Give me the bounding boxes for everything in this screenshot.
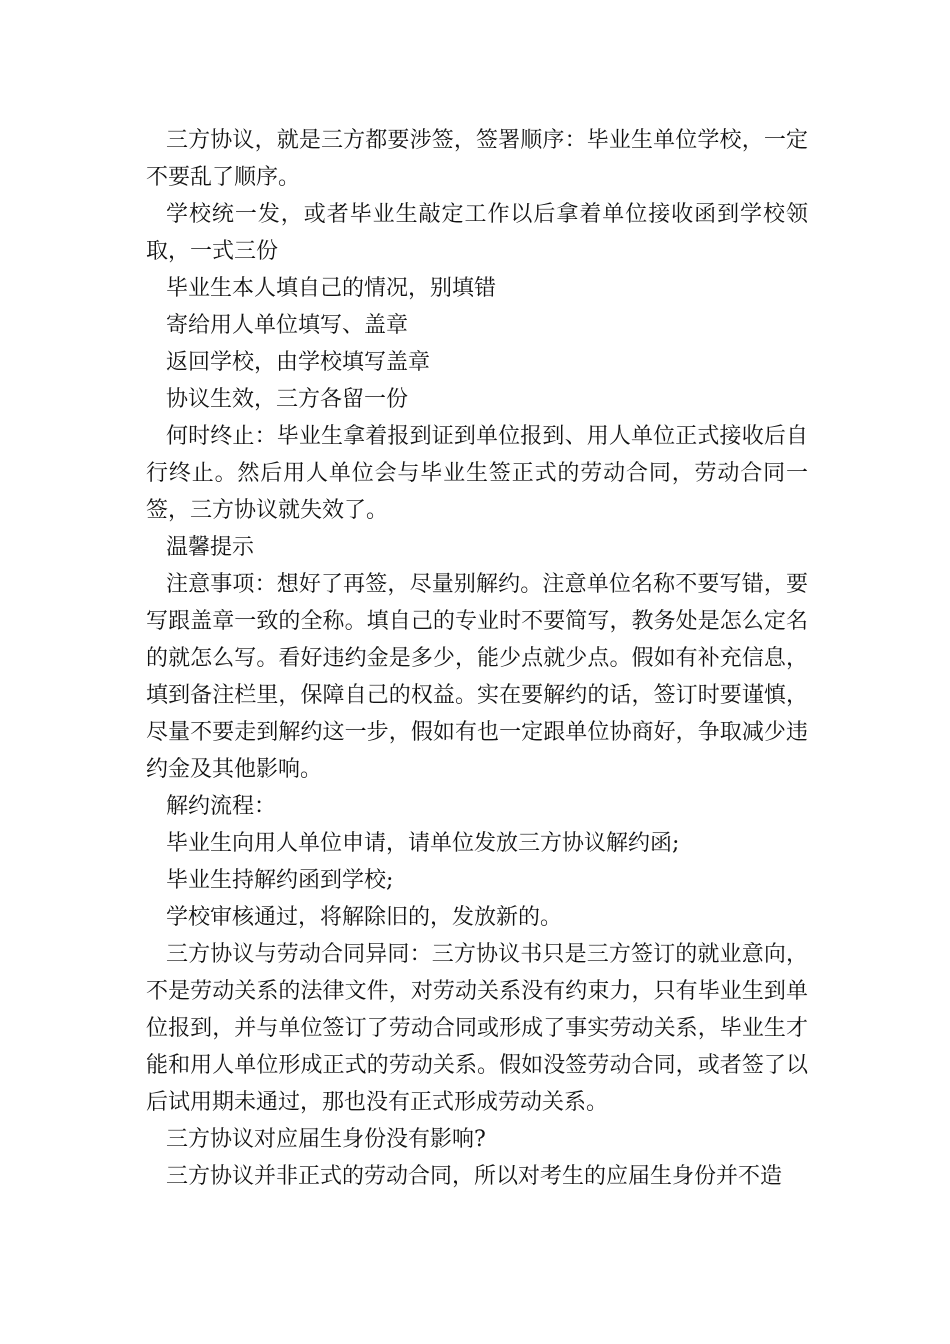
paragraph-return-to-school: 返回学校，由学校填写盖章 (166, 350, 431, 375)
paragraph-cancellation-step-3: 学校审核通过，将解除旧的，发放新的。 (166, 905, 563, 930)
paragraph-send-to-employer: 寄给用人单位填写、盖章 (166, 313, 409, 338)
paragraph-tips-heading: 温馨提示 (166, 535, 255, 560)
paragraph-signing-order: 三方协议，就是三方都要涉签，签署顺序：毕业生单位学校，一定不要乱了顺序。 (146, 128, 808, 190)
paragraph-cancellation-step-2: 毕业生持解约函到学校; (166, 868, 394, 893)
paragraph-agreement-effective: 协议生效，三方各留一份 (166, 387, 409, 412)
paragraph-collection: 学校统一发，或者毕业生敲定工作以后拿着单位接收函到学校领取，一式三份 (146, 202, 808, 264)
document-body (146, 122, 808, 1195)
paragraph-fill-own-info: 毕业生本人填自己的情况，别填错 (166, 276, 497, 301)
paragraph-cancellation-heading: 解约流程： (166, 794, 277, 819)
paragraph-graduate-status-question: 三方协议对应届生身份没有影响? (166, 1127, 486, 1152)
paragraph-cancellation-step-1: 毕业生向用人单位申请，请单位发放三方协议解约函; (166, 831, 680, 856)
paragraph-contract-differences: 三方协议与劳动合同异同：三方协议书只是三方签订的就业意向，不是劳动关系的法律文件，对劳动关系没有约束力，只有毕业生到单位报到，并与单位签订了劳动合同或形成了事实劳动关系，毕业生才能和用人单位形成正式的劳动关系。假如没签劳动合同，或者签了以后试用期未通过，那也没有正式形成劳动关系。 (146, 942, 808, 1115)
paragraph-termination: 何时终止：毕业生拿着报到证到单位报到、用人单位正式接收后自行终止。然后用人单位会与毕业生签正式的劳动合同，劳动合同一签，三方协议就失效了。 (146, 424, 808, 523)
paragraph-graduate-status-answer: 三方协议并非正式的劳动合同，所以对考生的应届生身份并不造 (166, 1164, 783, 1189)
paragraph-precautions: 注意事项：想好了再签，尽量别解约。注意单位名称不要写错，要写跟盖章一致的全称。填自己的专业时不要简写，教务处是怎么定名的就怎么写。看好违约金是多少，能少点就少点。假如有补充信息，填到备注栏里，保障自己的权益。实在要解约的话，签订时要谨慎，尽量不要走到解约这一步，假如有也一定跟单位协商好，争取减少违约金及其他影响。 (146, 572, 808, 782)
